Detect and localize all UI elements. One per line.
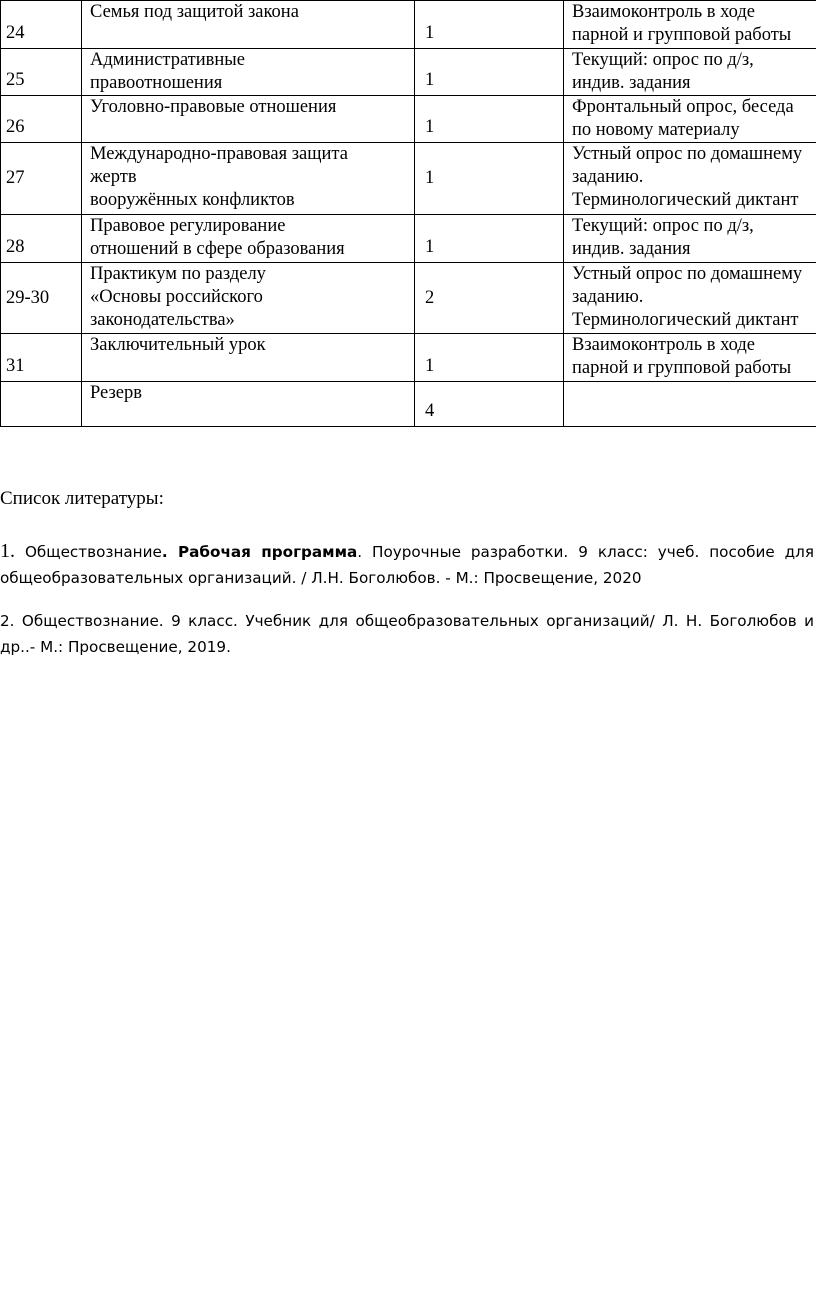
lesson-number: 27	[1, 143, 82, 215]
lesson-number: 31	[1, 334, 82, 382]
lesson-hours: 1	[415, 96, 564, 143]
literature-item-1-number: 1.	[0, 540, 15, 562]
lesson-topic	[82, 143, 415, 215]
lesson-control-line: Терминологический диктант	[572, 190, 799, 210]
lesson-topic-line: Административные	[90, 50, 245, 70]
lesson-hours: 1	[415, 215, 564, 263]
table-row	[1, 382, 816, 427]
lesson-control	[564, 215, 816, 263]
lesson-control	[564, 263, 816, 334]
lesson-topic-line: правоотношения	[90, 73, 223, 93]
lesson-hours: 2	[415, 263, 564, 334]
lesson-topic-line: жертв	[90, 167, 137, 187]
table-row	[1, 215, 816, 263]
lesson-control-line: по новому материалу	[572, 120, 740, 140]
lesson-topic	[82, 49, 415, 96]
table-row	[1, 334, 816, 382]
lesson-topic-line: вооружённых конфликтов	[90, 190, 295, 210]
lesson-hours: 1	[415, 143, 564, 215]
lesson-topic-line: Международно-правовая защита	[90, 144, 348, 164]
lesson-number: 26	[1, 96, 82, 143]
lesson-topic	[82, 1, 415, 49]
lesson-number: 29-30	[1, 263, 82, 334]
table-row	[1, 263, 816, 334]
lesson-topic	[82, 334, 415, 382]
lesson-topic	[82, 215, 415, 263]
lesson-topic-line: Уголовно-правовые отношения	[90, 97, 337, 117]
lesson-control-line: заданию.	[572, 287, 644, 307]
literature-item-1-part-b: . Рабочая программа	[161, 543, 358, 561]
lesson-topic	[82, 96, 415, 143]
literature-item-1-part-a: Обществознание	[15, 543, 162, 561]
lesson-control-line: Устный опрос по домашнему	[572, 144, 803, 164]
lesson-topic-line: Правовое регулирование	[90, 216, 286, 236]
lesson-control-line: Устный опрос по домашнему	[572, 264, 803, 284]
lesson-control	[564, 1, 816, 49]
table-row	[1, 96, 816, 143]
table-row	[1, 1, 816, 49]
lesson-control-line: парной и групповой работы	[572, 358, 792, 378]
literature-item-1-part-c: . Поурочные разработки. 9 класс: учеб. пособие для общеобразовательных организаций. / Л.Н. Боголюбов. - М.: Просвещение, 2020	[0, 543, 815, 587]
lesson-number	[1, 382, 82, 427]
lesson-topic-line: Заключительный урок	[90, 335, 266, 355]
lesson-control-line: Текущий: опрос по д/з,	[572, 50, 754, 70]
lesson-control-line: Взаимоконтроль в ходе	[572, 2, 756, 22]
lesson-topic-line: законодательства»	[90, 310, 235, 330]
lesson-number: 24	[1, 1, 82, 49]
lesson-control	[564, 334, 816, 382]
lesson-hours: 1	[415, 1, 564, 49]
lesson-control	[564, 143, 816, 215]
lesson-topic	[82, 263, 415, 334]
lesson-number: 28	[1, 215, 82, 263]
table-row	[1, 49, 816, 96]
lesson-hours: 4	[415, 382, 564, 427]
lesson-control-line: индив. задания	[572, 239, 691, 259]
lesson-topic	[82, 382, 415, 427]
lesson-control	[564, 382, 816, 427]
lesson-control-line: Фронтальный опрос, беседа	[572, 97, 794, 117]
lesson-hours: 1	[415, 334, 564, 382]
lesson-number: 25	[1, 49, 82, 96]
lesson-control-line: Взаимоконтроль в ходе	[572, 335, 756, 355]
lesson-control-line: заданию.	[572, 167, 644, 187]
lesson-control	[564, 49, 816, 96]
literature-title: Список литературы:	[0, 488, 164, 509]
lesson-control-line: Текущий: опрос по д/з,	[572, 216, 754, 236]
lesson-topic-line: «Основы российского	[90, 287, 263, 307]
table-row	[1, 143, 816, 215]
literature-item-2: 2. Обществознание. 9 класс. Учебник для общеобразовательных организаций/ Л. Н. Боголюбов и др..- М.: Просвещение, 2019.	[0, 612, 814, 656]
lesson-control-line: парной и групповой работы	[572, 25, 792, 45]
lesson-control-line: Терминологический диктант	[572, 310, 799, 330]
lesson-control-line: индив. задания	[572, 73, 691, 93]
lesson-topic-line: Практикум по разделу	[90, 264, 266, 284]
lesson-control	[564, 96, 816, 143]
lesson-hours: 1	[415, 49, 564, 96]
lesson-topic-line: Резерв	[90, 383, 142, 403]
lesson-topic-line: Семья под защитой закона	[90, 2, 299, 22]
lesson-plan-table	[0, 0, 816, 427]
literature-item-1	[0, 538, 814, 591]
lesson-topic-line: отношений в сфере образования	[90, 239, 345, 259]
